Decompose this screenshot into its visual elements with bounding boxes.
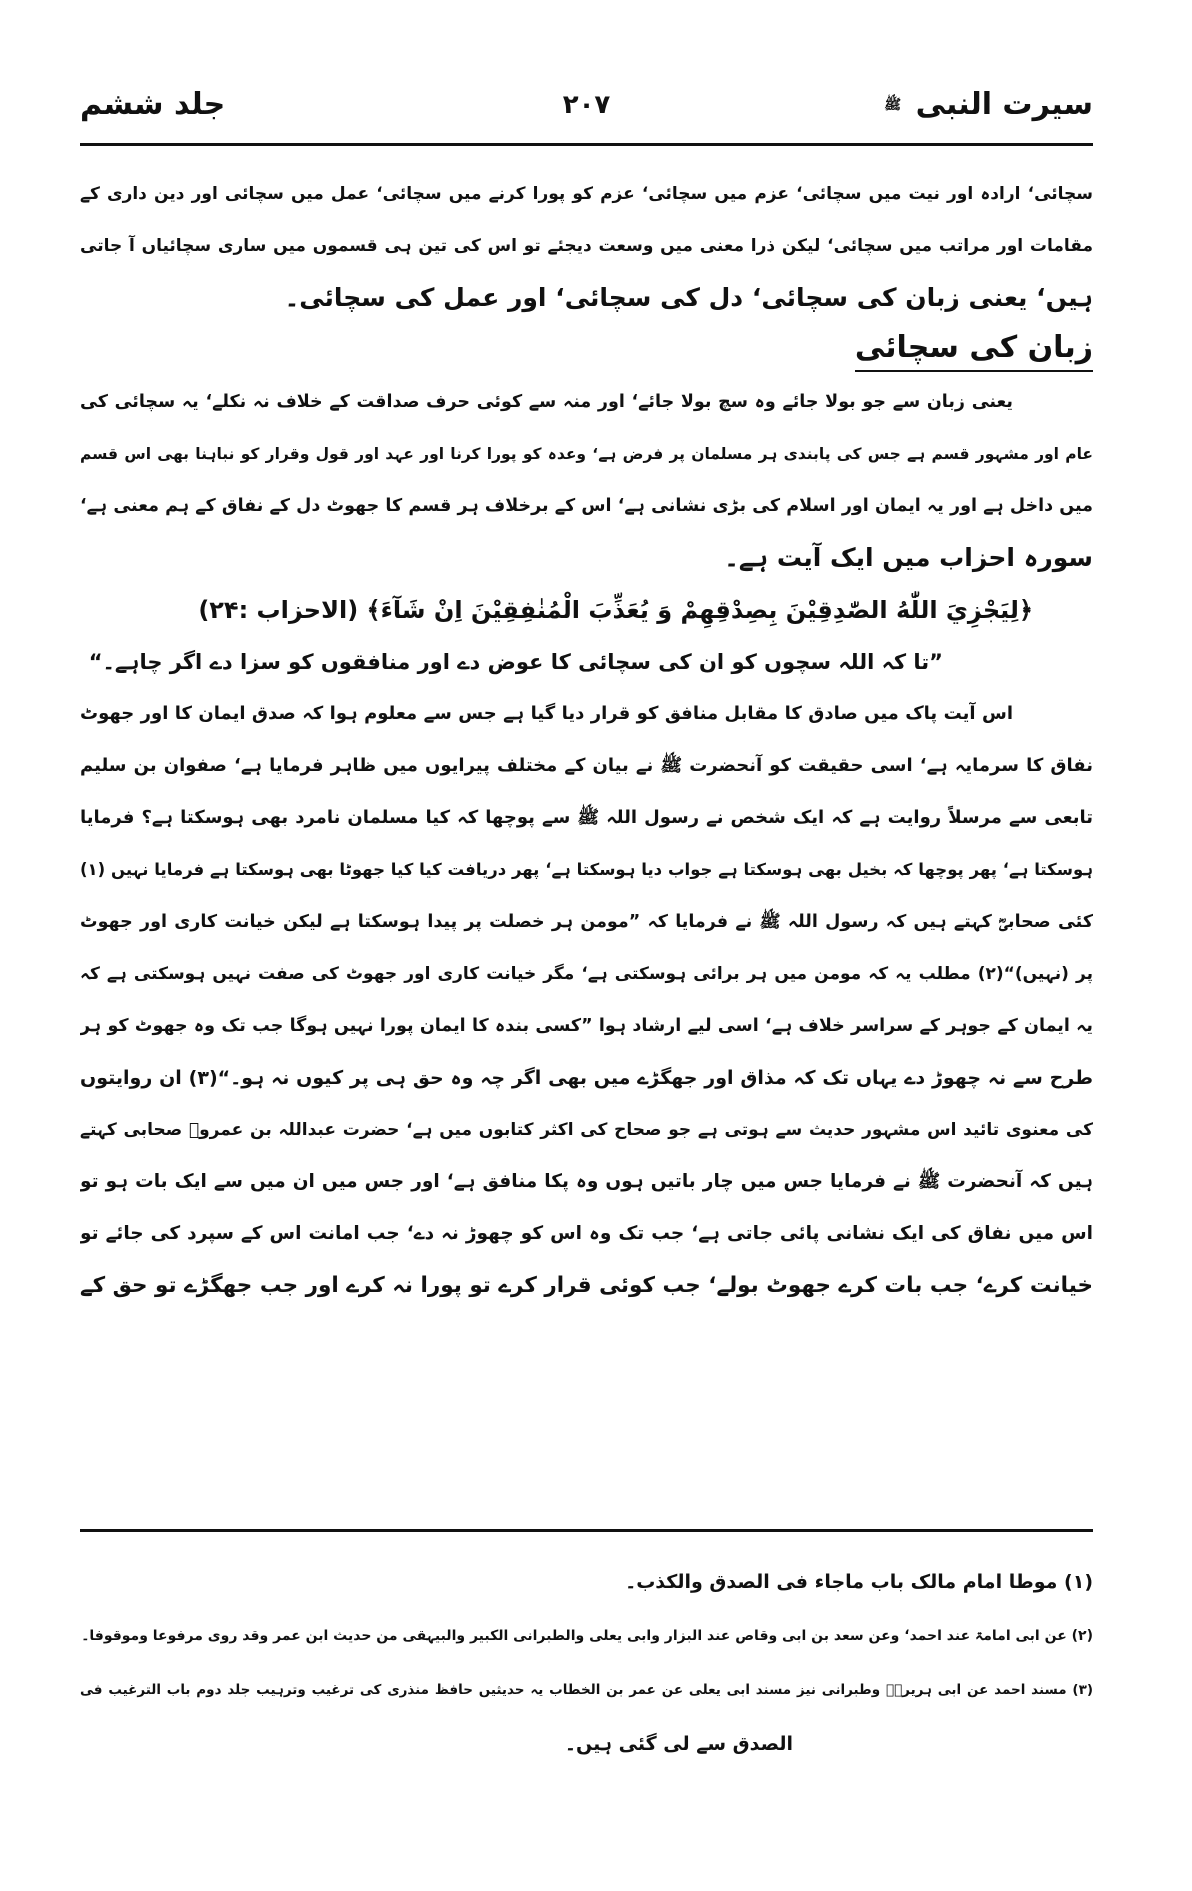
footnotes	[80, 1555, 1093, 1771]
text-line: اس میں نفاق کی ایک نشانی پائی جاتی ہے‘ جب تک وہ اس کو چھوڑ نہ دے‘ جب امانت اس کے سپرد کی جائے تو	[80, 1223, 1093, 1244]
volume-label: جلد ششم	[80, 87, 226, 122]
header-rule	[80, 143, 1093, 146]
footnote: (۲) عن ابی امامۃ عند احمد‘ وعن سعد بن ابی وقاص عند البزار وابی یعلی والطبرانی الکبیر والبیہقی من حدیث ابن عمر وقد روی مرفوعا وموقوفا۔	[81, 1628, 1093, 1644]
page-number: ۲۰۷	[562, 90, 611, 120]
text-line: مقامات اور مراتب میں سچائی‘ لیکن ذرا معنی میں وسعت دیجئے تو اس کی تین ہی قسموں میں ساری سچائیاں آ جاتی	[80, 236, 1093, 256]
text-line: اس آیت پاک میں صادق کا مقابل منافق کو قرار دیا گیا ہے جس سے معلوم ہوا کہ صدق ایمان کا اور جھوٹ	[80, 703, 1013, 724]
section-heading-text: زبان کی سچائی	[855, 326, 1093, 372]
text-line: تابعی سے مرسلاً روایت ہے کہ ایک شخص نے رسول اللہ ﷺ سے پوچھا کہ کیا مسلمان نامرد بھی ہوسکتا ہے؟ فرمایا	[80, 807, 1093, 828]
footnote-rule	[80, 1529, 1093, 1532]
main-text	[80, 168, 1093, 1312]
book-title	[884, 80, 1093, 130]
footnote-continuation: الصدق سے لی گئی ہیں۔	[564, 1733, 793, 1755]
quran-verse	[80, 584, 1093, 636]
text-line: سچائی‘ ارادہ اور نیت میں سچائی‘ عزم میں سچائی‘ عزم کو پورا کرنے میں سچائی‘ عمل میں سچائی اور دین داری کے	[80, 184, 1093, 204]
footnote: (۱) موطا امام مالک باب ماجاء فی الصدق والکذب۔	[625, 1571, 1093, 1593]
verse-reference: (الاحزاب :۲۴)	[198, 596, 359, 624]
text-line: کی معنوی تائید اس مشہور حدیث سے ہوتی ہے جو صحاح کی اکثر کتابوں میں ہے‘ حضرت عبداللہ بن عمروؓ صحابی کہتے	[80, 1120, 1093, 1140]
verse-translation: ”تا کہ اللہ سچوں کو ان کی سچائی کا عوض دے اور منافقوں کو سزا دے اگر چاہے۔“	[88, 650, 943, 674]
text-line: عام اور مشہور قسم ہے جس کی پابندی ہر مسلمان پر فرض ہے‘ وعدہ کو پورا کرنا اور عہد اور قول وقرار کو نباہنا بھی اس قسم	[80, 445, 1093, 463]
text-line: ہیں‘ یعنی زبان کی سچائی‘ دل کی سچائی‘ اور عمل کی سچائی۔	[284, 283, 1093, 312]
text-line: طرح سے نہ چھوڑ دے یہاں تک کہ مذاق اور جھگڑے میں بھی اگر چہ وہ حق ہی پر کیوں نہ ہو۔“(۳) ان روایتوں	[80, 1067, 1093, 1089]
honorific-glyph-icon: ﷺ	[884, 97, 902, 113]
footnote: (۳) مسند احمد عن ابی ہریرہؓ وطبرانی نیز مسند ابی یعلی عن عمر بن الخطاب یہ حدیثیں حافظ منذری کی ترغیب وترہیب جلد دوم باب الترغیب فی	[80, 1682, 1093, 1698]
text-line: کئی صحابیؓ کہتے ہیں کہ رسول اللہ ﷺ نے فرمایا کہ ”مومن ہر خصلت پر پیدا ہوسکتا ہے لیکن خیانت کاری اور جھوٹ	[80, 912, 1093, 932]
text-line: ہوسکتا ہے‘ پھر پوچھا کہ بخیل بھی ہوسکتا ہے جواب دیا ہوسکتا ہے‘ پھر دریافت کیا کیا جھوٹا بھی ہوسکتا ہے فرمایا نہیں (۱)	[80, 860, 1093, 879]
text-line: یہ ایمان کے جوہر کے سراسر خلاف ہے‘ اسی لیے ارشاد ہوا ”کسی بندہ کا ایمان پورا نہیں ہوگا جب تک وہ جھوٹ کو ہر	[80, 1016, 1093, 1036]
text-line: سورہ احزاب میں ایک آیت ہے۔	[724, 543, 1093, 572]
book-title-text: سیرت النبی	[915, 87, 1093, 122]
text-line: یعنی زبان سے جو بولا جائے وہ سچ بولا جائے‘ اور منہ سے کوئی حرف صداقت کے خلاف نہ نکلے‘ یہ سچائی کی	[80, 392, 1013, 412]
text-line: پر (نہیں)“(۲) مطلب یہ کہ مومن میں ہر برائی ہوسکتی ہے‘ مگر خیانت کاری اور جھوٹ کی صفت نہیں ہوسکتی ہے کہ	[80, 964, 1093, 984]
text-line: نفاق کا سرمایہ ہے‘ اسی حقیقت کو آنحضرت ﷺ نے بیان کے مختلف پیرایوں میں ظاہر فرمایا ہے‘ صفوان بن سلیم	[80, 755, 1093, 776]
verse-text: ﴿لِيَجْزِيَ اللّٰهُ الصّٰدِقِيْنَ بِصِدْقِهِمْ وَ يُعَذِّبَ الْمُنٰفِقِيْنَ اِنْ شَآءَ﴾	[366, 596, 1033, 624]
text-line: خیانت کرے‘ جب بات کرے جھوٹ بولے‘ جب کوئی قرار کرے تو پورا نہ کرے اور جب جھگڑے تو حق کے	[80, 1273, 1093, 1298]
text-line: میں داخل ہے اور یہ ایمان اور اسلام کی بڑی نشانی ہے‘ اس کے برخلاف ہر قسم کا جھوٹ دل کے نفاق کے ہم معنی ہے‘	[80, 496, 1093, 516]
section-heading	[80, 324, 1093, 376]
text-line: ہیں کہ آنحضرت ﷺ نے فرمایا جس میں چار باتیں ہوں وہ پکا منافق ہے‘ اور جس میں ان میں سے ایک بات ہو تو	[80, 1171, 1093, 1192]
running-header	[80, 80, 1093, 130]
